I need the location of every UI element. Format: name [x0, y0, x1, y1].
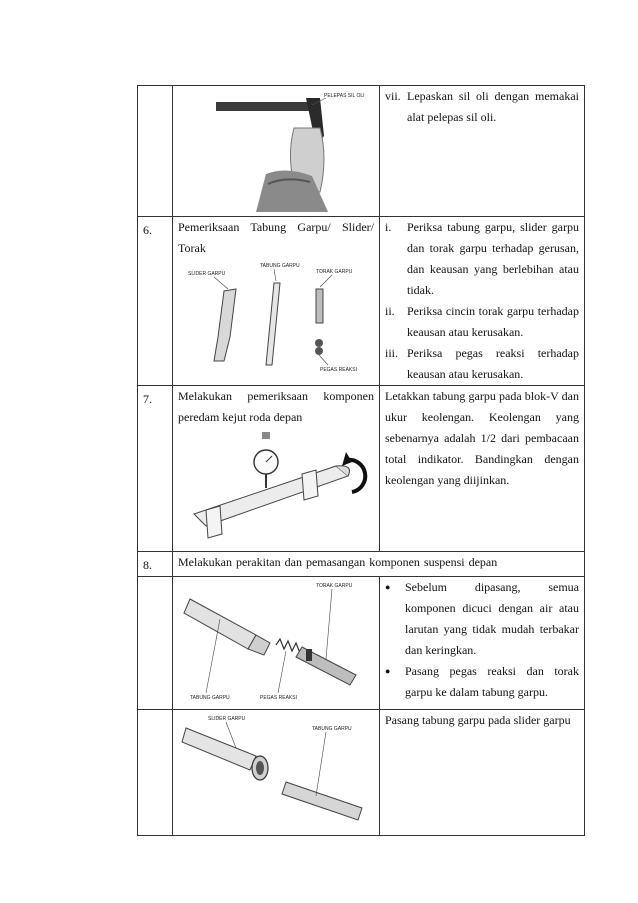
step-text: Periksa tabung garpu, slider garpu dan torak garpu terhadap gerusan, dan keausan yang berlebihan atau tidak.: [407, 220, 579, 297]
row-number-cell: [138, 86, 173, 217]
row-number-cell: [138, 577, 173, 710]
figure-label: TABUNG GARPU: [190, 695, 230, 701]
bullet-icon: ●: [385, 582, 391, 592]
instruction-cell: [380, 710, 585, 836]
instruction-cell: [380, 86, 585, 217]
figure-cell: [173, 577, 380, 710]
row-number-cell: 6.: [138, 217, 173, 386]
figure-label: TORAK GARPU: [316, 269, 353, 275]
step-marker: vii.: [385, 89, 401, 103]
row-number-cell: [138, 710, 173, 836]
figure-cell: [173, 710, 380, 836]
step-list: [385, 217, 579, 385]
figure-label: PEGAS REAKSI: [320, 367, 357, 373]
figure-label: TORAK GARPU: [316, 583, 353, 589]
task-title: Pemeriksaan Tabung Garpu/ Slider/ Torak: [178, 220, 374, 255]
instruction-cell: [380, 577, 585, 710]
step-text: Lepaskan sil oli dengan memakai alat pelepas sil oli.: [407, 89, 579, 124]
figure-label: PEGAS REAKSI: [260, 695, 297, 701]
list-item: [385, 661, 579, 703]
fork-parts-figure: [184, 261, 368, 375]
instruction-text: Letakkan tabung garpu pada blok-V dan ukur keolengan. Keolengan yang sebenarnya adalah 1/2 dari pembacaan total indikator. Bandingkan dengan keolengan yang diijinkan.: [385, 389, 579, 487]
list-item: [385, 86, 579, 128]
task-title: Melakukan pemeriksaan komponen peredam kejut roda depan: [178, 389, 374, 424]
runout-check-figure: [186, 430, 366, 546]
bullet-icon: ●: [385, 666, 391, 676]
step-list: [385, 86, 579, 128]
list-item: [385, 217, 579, 301]
procedure-table: [137, 85, 585, 836]
section-title-cell: [173, 552, 585, 577]
table-row: [138, 710, 585, 836]
step-marker: ii.: [385, 304, 395, 318]
table-row: [138, 577, 585, 710]
figure-cell: [173, 86, 380, 217]
figure-label: SLIDER GARPU: [188, 271, 226, 277]
task-cell: [173, 386, 380, 552]
bullet-list: [385, 577, 579, 703]
spring-piston-assembly-figure: [186, 579, 366, 705]
figure-label: TABUNG GARPU: [260, 263, 300, 269]
instruction-cell: [380, 386, 585, 552]
bullet-text: Sebelum dipasang, semua komponen dicuci dengan air atau larutan yang tidak mudah terbakar dan keringkan.: [405, 580, 579, 657]
instruction-text: Pasang tabung garpu pada slider garpu: [385, 713, 571, 727]
step-marker: iii.: [385, 346, 399, 360]
step-text: Periksa cincin torak garpu terhadap keausan atau kerusakan.: [407, 304, 579, 339]
section-title: Melakukan perakitan dan pemasangan komponen suspensi depan: [178, 555, 498, 569]
figure-label: PELEPAS SIL OLI: [324, 93, 365, 99]
list-item: [385, 301, 579, 343]
oil-seal-removal-figure: [216, 88, 365, 212]
instruction-cell: [380, 217, 585, 386]
row-number-cell: 7.: [138, 386, 173, 552]
table-row: [138, 552, 585, 577]
bullet-text: Pasang pegas reaksi dan torak garpu ke dalam tabung garpu.: [405, 664, 579, 699]
table-row: [138, 217, 585, 386]
figure-label: SLIDER GARPU: [208, 716, 246, 722]
slider-install-figure: [186, 712, 366, 830]
list-item: [385, 577, 579, 661]
table-row: [138, 86, 585, 217]
step-text: Periksa pegas reaksi terhadap keausan atau kerusakan.: [407, 346, 579, 381]
table-row: [138, 386, 585, 552]
task-cell: [173, 217, 380, 386]
row-number-cell: 8.: [138, 552, 173, 577]
figure-label: TABUNG GARPU: [312, 726, 352, 732]
list-item: [385, 343, 579, 385]
step-marker: i.: [385, 220, 392, 234]
